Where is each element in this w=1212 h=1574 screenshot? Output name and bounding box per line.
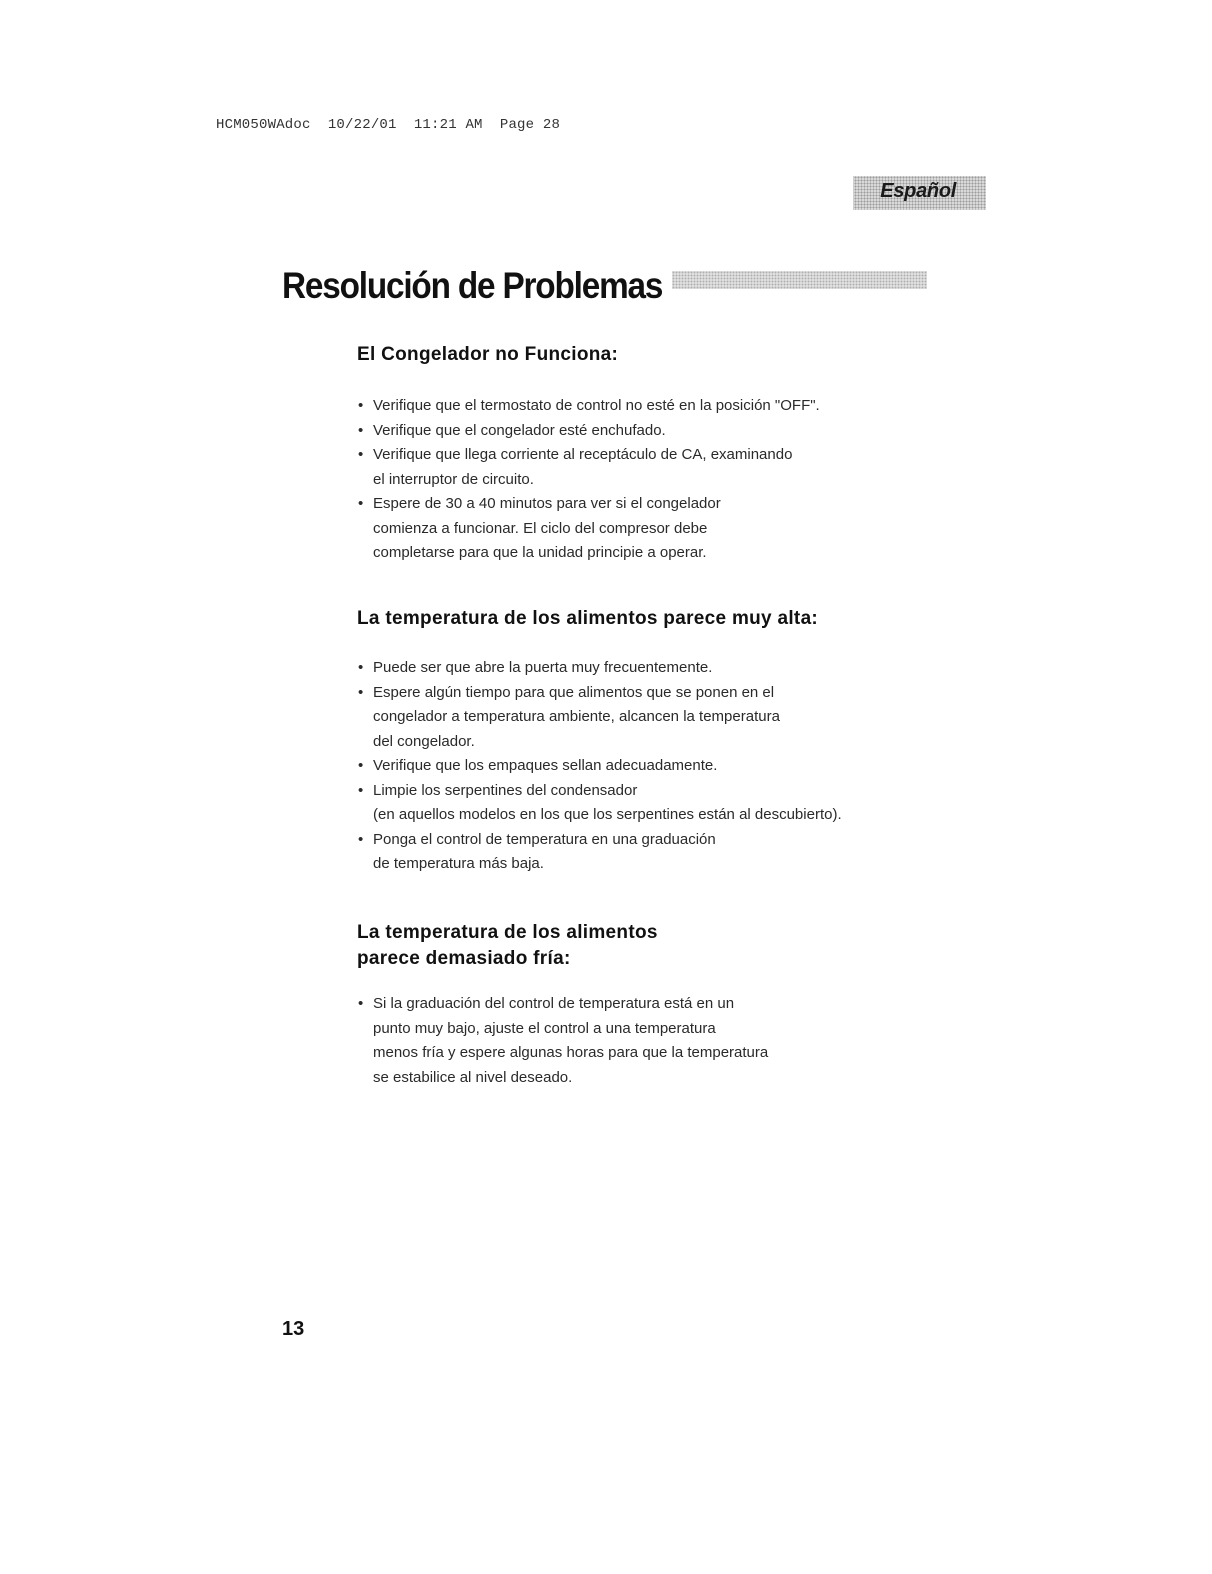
list-item-text: Verifique que el congelador esté enchufado.: [373, 421, 666, 439]
list-item: [357, 828, 957, 877]
bullet-icon: •: [358, 995, 364, 1012]
list-item: [357, 443, 957, 492]
list-item: [357, 394, 957, 419]
bullet-icon: •: [358, 683, 364, 701]
print-header: HCM050WAdoc 10/22/01 11:21 AM Page 28: [216, 117, 561, 133]
bullet-list: [357, 992, 957, 1090]
list-item-text: Verifique que el termostato de control no esté en la posición "OFF".: [373, 397, 820, 414]
bullet-list: [357, 656, 957, 877]
title-bar-shading: [672, 271, 927, 289]
list-item-text: Espere algún tiempo para que alimentos que se ponen en el congelador a temperatura ambiente, alcancen la temperatura del congelador.: [373, 683, 780, 750]
page-title: Resolución de Problemas: [282, 265, 663, 306]
list-item-text: Espere de 30 a 40 minutos para ver si el congelador comienza a funcionar. El ciclo del compresor debe completarse para que la unidad principie a operar.: [373, 495, 721, 561]
bullet-icon: •: [358, 446, 364, 463]
section-heading: El Congelador no Funciona:: [357, 344, 619, 365]
bullet-list: [357, 394, 957, 566]
section-heading: [357, 920, 957, 972]
page-number: 13: [282, 1318, 305, 1340]
section-heading-line-2: parece demasiado fría:: [357, 948, 571, 969]
bullet-icon: •: [358, 421, 364, 439]
section-food-too-warm: [357, 606, 957, 877]
list-item: [357, 419, 957, 444]
list-item-text: Ponga el control de temperatura en una graduación de temperatura más baja.: [373, 830, 716, 872]
list-item-text: Limpie los serpentines del condensador (en aquellos modelos en los que los serpentines están al descubierto).: [373, 781, 842, 823]
list-item-text: Si la graduación del control de temperatura está en un punto muy bajo, ajuste el control a una temperatura menos fría y espere algunas horas para que la temperatura se estabilice al nivel deseado.: [373, 995, 769, 1086]
list-item-text: Verifique que los empaques sellan adecuadamente.: [373, 757, 718, 774]
bullet-icon: •: [358, 757, 364, 774]
list-item: [357, 656, 957, 681]
bullet-icon: •: [358, 397, 364, 414]
list-item: [357, 492, 957, 566]
section-heading-line-1: La temperatura de los alimentos: [357, 922, 658, 943]
bullet-icon: •: [358, 659, 364, 676]
list-item: [357, 681, 957, 755]
list-item: [357, 754, 957, 779]
title-bar: [282, 265, 927, 311]
list-item: [357, 992, 957, 1090]
bullet-icon: •: [358, 830, 364, 848]
section-food-too-cold: [357, 920, 957, 1090]
language-tab: [853, 176, 986, 210]
bullet-icon: •: [358, 781, 364, 799]
list-item-text: Puede ser que abre la puerta muy frecuentemente.: [373, 659, 713, 676]
bullet-icon: •: [358, 495, 364, 512]
list-item-text: Verifique que llega corriente al receptáculo de CA, examinando el interruptor de circuito.: [373, 446, 793, 488]
list-item: [357, 779, 957, 828]
language-tab-label: Español: [880, 180, 956, 202]
section-freezer-not-working: [357, 342, 957, 566]
section-heading: La temperatura de los alimentos parece muy alta:: [357, 608, 819, 629]
